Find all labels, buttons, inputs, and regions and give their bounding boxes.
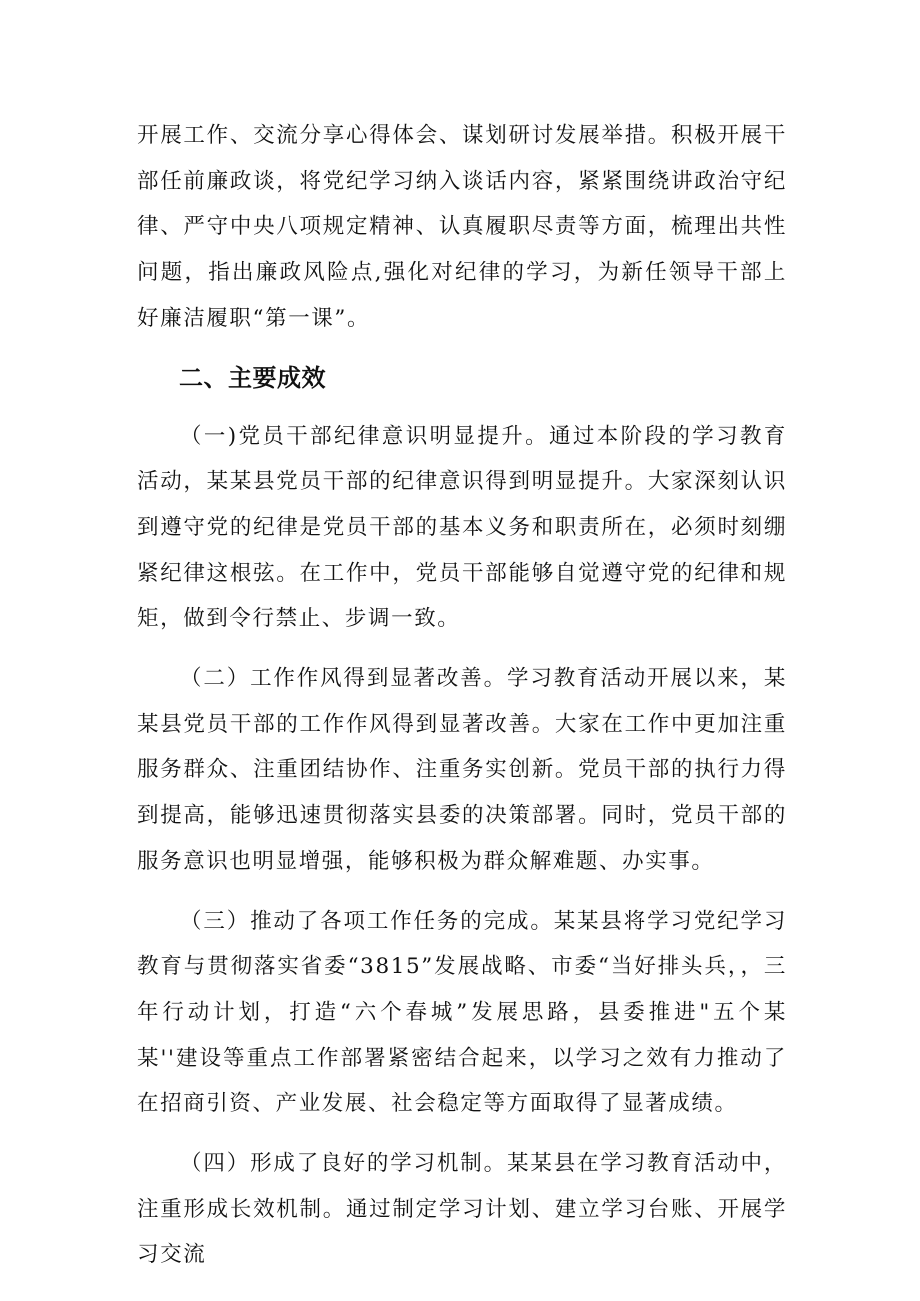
section-heading: 二、主要成效	[179, 363, 326, 392]
spacer	[137, 885, 787, 899]
spacer	[137, 342, 787, 355]
paragraph-discipline-awareness: （一)党员干部纪律意识明显提升。通过本阶段的学习教育活动，某某县党员干部的纪律意识得到明显提升。大家深刻认识到遵守党的纪律是党员干部的基本义务和职责所在，必须时刻绷紧纪律这根弦。在工作中，党员干部能够自觉遵守党的纪律和规矩，做到令行禁止、步调一致。	[137, 423, 787, 632]
spacer	[137, 1127, 787, 1141]
paragraph-work-style: （二）工作作风得到显著改善。学习教育活动开展以来，某某县党员干部的工作作风得到显著改善。大家在工作中更加注重服务群众、注重团结协作、注重务实创新。党员干部的执行力得到提高，能够迅速贯彻落实县委的决策部署。同时，党员干部的服务意识也明显增强，能够积极为群众解难题、办实事。	[137, 666, 787, 874]
intro-paragraph: 开展工作、交流分享心得体会、谋划研讨发展举措。积极开展干部任前廉政谈，将党纪学习纳入谈话内容，紧紧围绕讲政治守纪律、严守中央八项规定精神、认真履职尽责等方面，梳理出共性问题，指出廉政风险点,强化对纪律的学习，为新任领导干部上好廉洁履职“第一课”。	[137, 123, 787, 331]
paragraph-learning-mechanism: （四）形成了良好的学习机制。某某县在学习教育活动中，注重形成长效机制。通过制定学习计划、建立学习台账、开展学习交流	[137, 1151, 787, 1268]
document-page	[137, 113, 787, 1278]
paragraph-task-completion: （三）推动了各项工作任务的完成。某某县将学习党纪学习教育与贯彻落实省委“3815”发展战略、市委“当好排头兵，，三年行动计划，打造“六个春城”发展思路，县委推进"五个某某''建设等重点工作部署紧密结合起来，以学习之效有力推动了在招商引资、产业发展、社会稳定等方面取得了显著成绩。	[137, 908, 787, 1117]
spacer	[137, 401, 787, 414]
spacer	[137, 642, 787, 656]
